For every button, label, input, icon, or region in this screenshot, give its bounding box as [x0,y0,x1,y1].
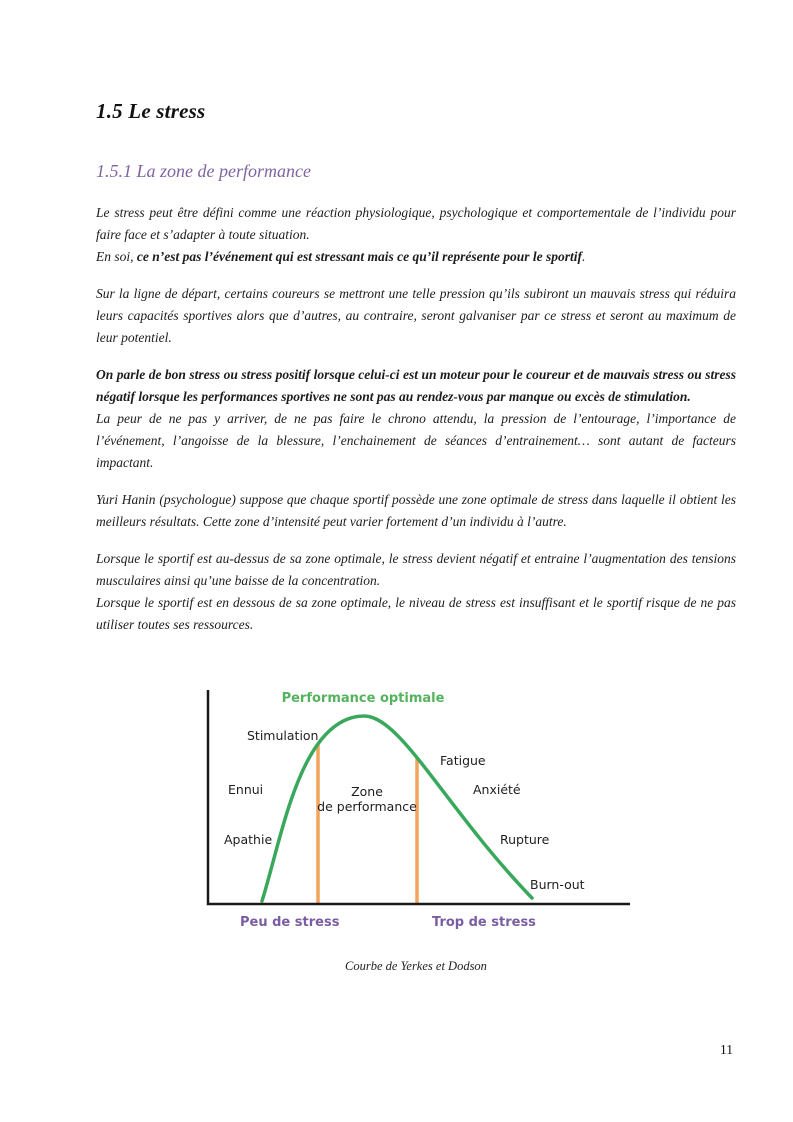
page-number: 11 [720,1042,733,1057]
label-anxiete: Anxiété [473,782,521,797]
label-zone-line2: de performance [317,799,417,814]
paragraph-ligne-depart [96,283,736,349]
paragraph-text: Yuri Hanin (psychologue) suppose que chaque sportif possède une zone optimale de stress dans laquelle il obtient les meilleurs résultats. Cette zone d’intensité peut varier fortement d’un individu à l’autre. [96,492,736,529]
chart-title: Performance optimale [281,691,445,706]
label-burnout: Burn-out [530,877,585,892]
label-rupture: Rupture [500,832,550,847]
chart-caption: Courbe de Yerkes et Dodson [345,959,487,973]
paragraph-text: En soi, [96,249,137,264]
paragraph-au-dessus [96,548,736,592]
paragraph-text: . [582,249,586,264]
paragraph-facteurs [96,408,736,474]
paragraph-bold-text: . [687,389,691,404]
paragraph-yuri-hanin [96,489,736,533]
label-stimulation: Stimulation [247,728,319,743]
chart-canvas [200,688,632,936]
paragraph-bon-mauvais-stress [96,364,736,408]
paragraph-bold-text: On parle de bon stress ou stress positif lorsque celui-ci est un moteur pour le coureur et de mauvais stress ou stress négatif lorsque les performances sportives ne sont pas au rendez-vous par manque ou excès de stimulation [96,367,736,404]
label-ennui: Ennui [228,782,264,797]
paragraph-text: Le stress peut être défini comme une réaction physiologique, psychologique et comportementale de l’individu pour faire face et s’adapter à toute situation. [96,205,736,242]
label-apathie: Apathie [224,832,273,847]
paragraph-bold-text: ce n’est pas l’événement qui est stressant mais ce qu’il représente pour le sportif [136,249,582,264]
paragraph-text: Lorsque le sportif est en dessous de sa zone optimale, le niveau de stress est insuffisant et le sportif risque de ne pas utiliser toutes ses ressources. [96,595,736,632]
paragraph-text: Lorsque le sportif est au-dessus de sa zone optimale, le stress devient négatif et entraine l’augmentation des tensions musculaires ainsi qu’une baisse de la concentration. [96,551,736,588]
x-axis-label-left: Peu de stress [240,915,340,930]
page-content [96,99,736,974]
x-axis-label-right: Trop de stress [432,915,536,930]
paragraph-en-soi [96,246,736,268]
paragraph-text: La peur de ne pas y arriver, de ne pas faire le chrono attendu, la pression de l’entourage, l’importance de l’événement, l’angoisse de la blessure, l’enchainement de séances d’entrainement… sont autant de facteurs impactant. [96,411,736,470]
label-zone-line1: Zone [351,784,383,799]
paragraph-definition [96,202,736,246]
paragraph-text: Sur la ligne de départ, certains coureurs se mettront une telle pression qu’ils subiront un mauvais stress qui réduira leurs capacités sportives alors que d’autres, au contraire, seront galvaniser par ce stress et seront au maximum de leur potentiel. [96,286,736,345]
yerkes-dodson-chart [200,688,632,941]
section-heading: 1.5 Le stress [96,99,206,123]
label-fatigue: Fatigue [440,753,486,768]
subsection-heading: 1.5.1 La zone de performance [96,161,311,181]
paragraph-en-dessous [96,592,736,636]
